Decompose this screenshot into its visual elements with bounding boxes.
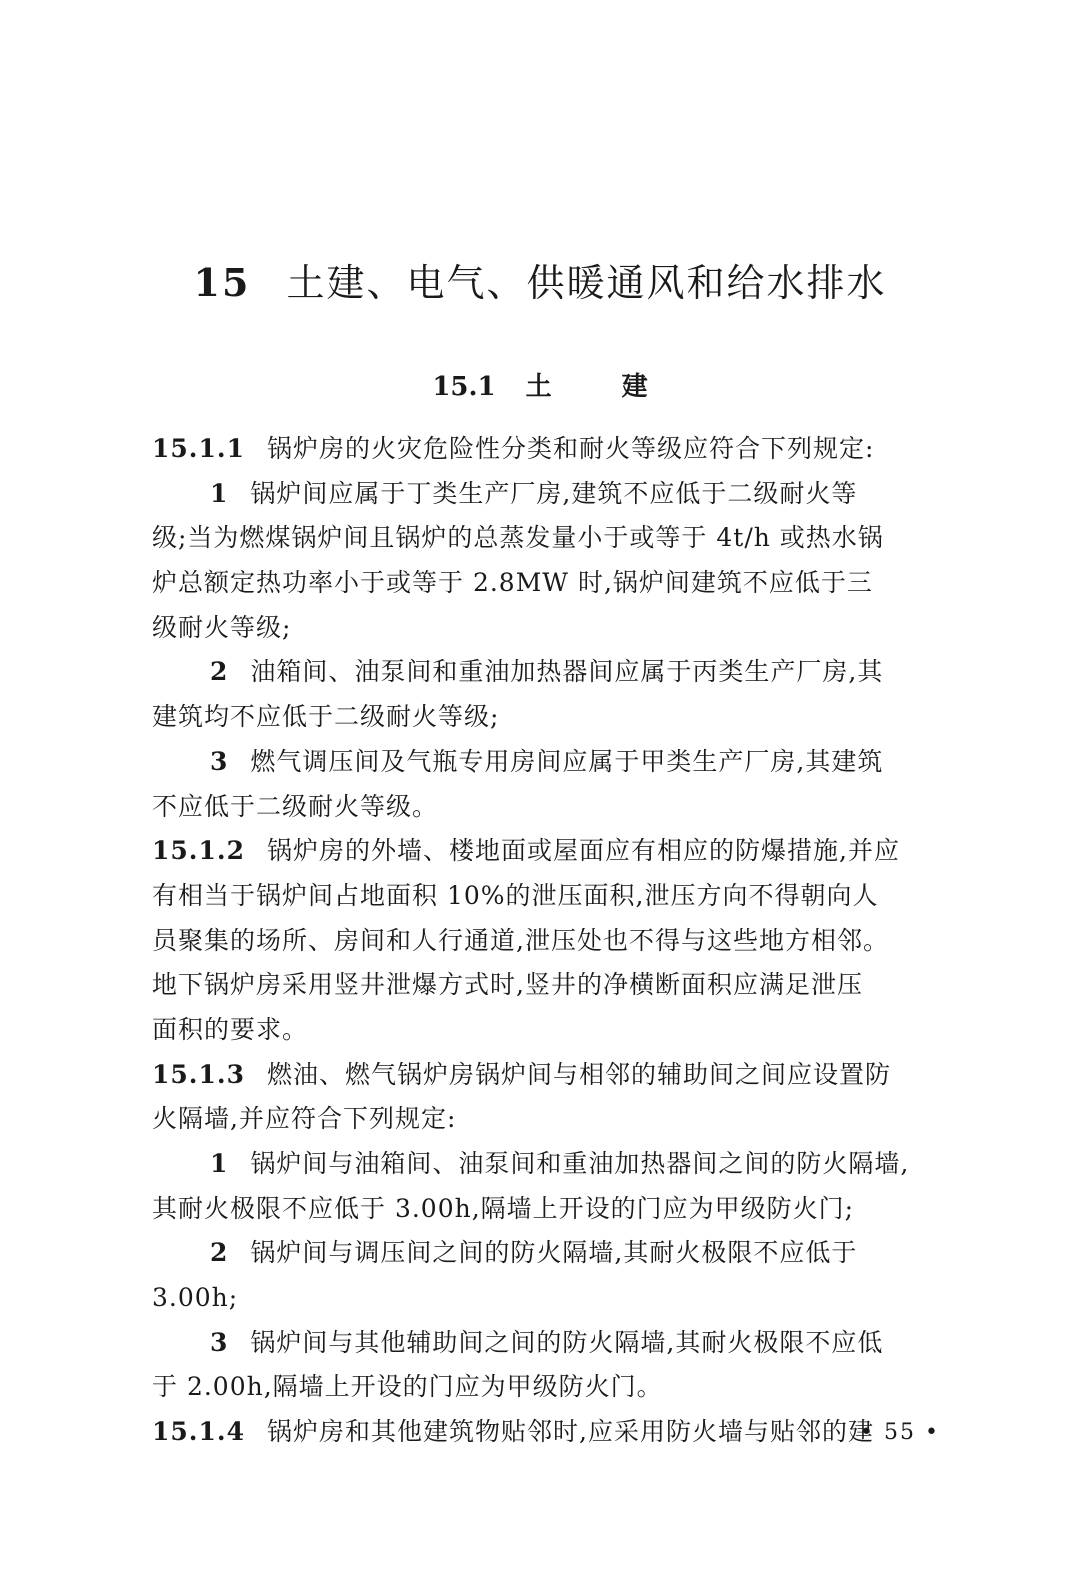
item-line bbox=[152, 1142, 962, 1187]
page-number: • 55 • bbox=[860, 1420, 940, 1445]
line-text: 其耐火极限不应低于 3.00h,隔墙上开设的门应为甲级防火门; bbox=[152, 1193, 855, 1223]
line-text: 炉总额定热功率小于或等于 2.8MW 时,锅炉间建筑不应低于三 bbox=[152, 568, 873, 598]
item-number: 3 bbox=[210, 1327, 229, 1357]
line-text: 级;当为燃煤锅炉间且锅炉的总蒸发量小于或等于 4t/h 或热水锅 bbox=[152, 523, 884, 553]
section-title-word-2: 建 bbox=[621, 372, 648, 402]
line-text: 面积的要求。 bbox=[152, 1014, 309, 1044]
line-text: 地下锅炉房采用竖井泄爆方式时,竖井的净横断面积应满足泄压 bbox=[152, 970, 863, 1000]
text-line bbox=[152, 606, 962, 651]
chapter-title-text: 土建、电气、供暖通风和给水排水 bbox=[286, 261, 887, 305]
clause-line bbox=[152, 1053, 962, 1098]
line-text: 锅炉间与调压间之间的防火隔墙,其耐火极限不应低于 bbox=[250, 1238, 858, 1268]
line-text: 油箱间、油泵间和重油加热器间应属于丙类生产厂房,其 bbox=[250, 657, 884, 687]
item-line bbox=[152, 740, 962, 785]
text-line bbox=[152, 1276, 962, 1321]
item-line bbox=[152, 1321, 962, 1366]
text-line bbox=[152, 695, 962, 740]
item-line bbox=[152, 650, 962, 695]
line-text: 员聚集的场所、房间和人行通道,泄压处也不得与这些地方相邻。 bbox=[152, 925, 889, 955]
line-text: 锅炉房的火灾危险性分类和耐火等级应符合下列规定: bbox=[267, 434, 875, 463]
text-line bbox=[152, 785, 962, 830]
line-text: 锅炉间与油箱间、油泵间和重油加热器间之间的防火隔墙, bbox=[250, 1149, 910, 1178]
text-line bbox=[152, 1187, 962, 1232]
item-line bbox=[152, 1231, 962, 1276]
line-text: 锅炉间应属于丁类生产厂房,建筑不应低于二级耐火等 bbox=[250, 478, 858, 508]
text-line bbox=[152, 919, 962, 964]
line-text: 火隔墙,并应符合下列规定: bbox=[152, 1104, 457, 1134]
text-line bbox=[152, 874, 962, 919]
text-line bbox=[152, 1365, 962, 1410]
line-text: 锅炉房和其他建筑物贴邻时,应采用防火墙与贴邻的建 bbox=[267, 1417, 874, 1447]
text-line bbox=[152, 516, 962, 561]
item-number: 2 bbox=[210, 1238, 229, 1268]
item-number: 3 bbox=[210, 746, 229, 776]
item-number: 1 bbox=[210, 478, 229, 508]
section-number: 15.1 bbox=[432, 372, 496, 402]
chapter-title bbox=[0, 252, 1080, 307]
clause-number: 15.1.4 bbox=[152, 1417, 245, 1447]
clause-number: 15.1.3 bbox=[152, 1059, 245, 1089]
text-line bbox=[152, 963, 962, 1008]
line-text: 锅炉房的外墙、楼地面或屋面应有相应的防爆措施,并应 bbox=[267, 836, 900, 866]
body-text bbox=[152, 427, 962, 1455]
section-title bbox=[0, 366, 1080, 403]
text-line bbox=[152, 561, 962, 606]
line-text: 不应低于二级耐火等级。 bbox=[152, 791, 439, 821]
line-text: 级耐火等级; bbox=[152, 612, 292, 642]
section-title-word-1: 土 bbox=[525, 372, 552, 402]
line-text: 锅炉间与其他辅助间之间的防火隔墙,其耐火极限不应低 bbox=[250, 1327, 884, 1357]
clause-number: 15.1.1 bbox=[152, 434, 245, 463]
text-line bbox=[152, 1097, 962, 1142]
line-text: 建筑均不应低于二级耐火等级; bbox=[152, 702, 500, 732]
clause-line bbox=[152, 427, 962, 472]
chapter-number: 15 bbox=[193, 260, 251, 305]
line-text: 于 2.00h,隔墙上开设的门应为甲级防火门。 bbox=[152, 1372, 663, 1402]
line-text: 有相当于锅炉间占地面积 10%的泄压面积,泄压方向不得朝向人 bbox=[152, 880, 879, 910]
item-number: 1 bbox=[210, 1149, 229, 1178]
line-text: 3.00h; bbox=[152, 1283, 239, 1313]
line-text: 燃气调压间及气瓶专用房间应属于甲类生产厂房,其建筑 bbox=[250, 746, 884, 776]
item-number: 2 bbox=[210, 657, 229, 687]
clause-line bbox=[152, 1410, 962, 1455]
clause-number: 15.1.2 bbox=[152, 836, 245, 866]
item-line bbox=[152, 472, 962, 517]
text-line bbox=[152, 1008, 962, 1053]
line-text: 燃油、燃气锅炉房锅炉间与相邻的辅助间之间应设置防 bbox=[267, 1059, 892, 1089]
clause-line bbox=[152, 829, 962, 874]
